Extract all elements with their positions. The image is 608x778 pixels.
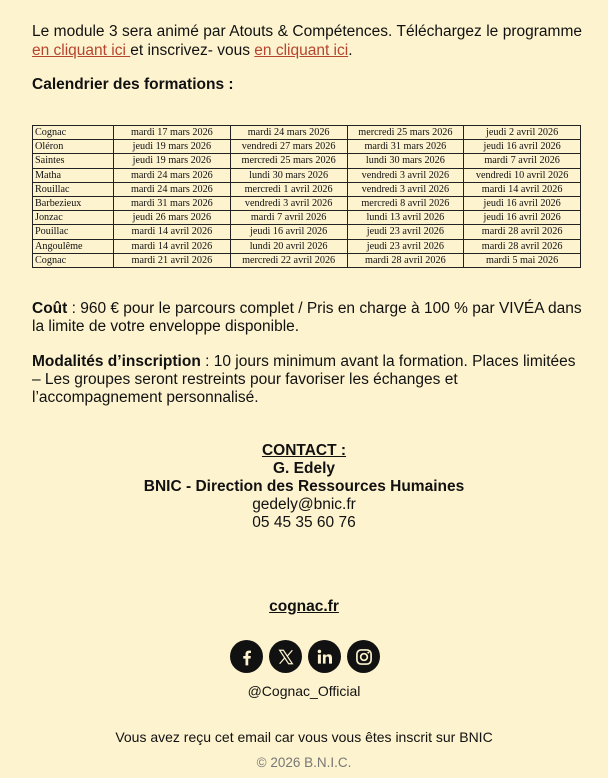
calendar-table-body bbox=[33, 126, 581, 268]
calendar-date: vendredi 27 mars 2026 bbox=[230, 140, 347, 154]
calendar-date: mercredi 25 mars 2026 bbox=[230, 154, 347, 168]
social-icons bbox=[230, 640, 380, 674]
calendar-row bbox=[33, 239, 581, 253]
calendar-date: lundi 30 mars 2026 bbox=[230, 168, 347, 182]
calendar-date: mardi 5 mai 2026 bbox=[464, 253, 581, 267]
registration-link[interactable]: en cliquant ici bbox=[254, 42, 349, 59]
calendar-row bbox=[33, 253, 581, 267]
calendar-date: mardi 28 avril 2026 bbox=[347, 253, 464, 267]
calendar-date: mardi 31 mars 2026 bbox=[347, 140, 464, 154]
calendar-date: mardi 24 mars 2026 bbox=[114, 168, 231, 182]
calendar-date: jeudi 16 avril 2026 bbox=[464, 196, 581, 210]
calendar-date: vendredi 3 avril 2026 bbox=[347, 182, 464, 196]
cost-label: Coût bbox=[32, 300, 68, 317]
registration-paragraph bbox=[32, 353, 584, 407]
calendar-date: vendredi 3 avril 2026 bbox=[347, 168, 464, 182]
intro-text-1: Le module 3 sera animé par Atouts & Compétences. Téléchargez le programme bbox=[32, 23, 582, 40]
calendar-date: jeudi 19 mars 2026 bbox=[114, 140, 231, 154]
calendar-date: vendredi 3 avril 2026 bbox=[230, 196, 347, 210]
calendar-date: lundi 30 mars 2026 bbox=[347, 154, 464, 168]
calendar-date: jeudi 19 mars 2026 bbox=[114, 154, 231, 168]
x-icon[interactable] bbox=[269, 640, 302, 673]
calendar-date: mardi 7 avril 2026 bbox=[464, 154, 581, 168]
linkedin-icon[interactable] bbox=[308, 640, 341, 673]
calendar-date: jeudi 26 mars 2026 bbox=[114, 211, 231, 225]
calendar-date: lundi 20 avril 2026 bbox=[230, 239, 347, 253]
calendar-date: jeudi 16 avril 2026 bbox=[464, 140, 581, 154]
calendar-date: jeudi 23 avril 2026 bbox=[347, 225, 464, 239]
social-handle: @Cognac_Official bbox=[247, 683, 361, 699]
calendar-row bbox=[33, 225, 581, 239]
contact-name: G. Edely bbox=[272, 460, 336, 477]
calendar-date: lundi 13 avril 2026 bbox=[347, 211, 464, 225]
calendar-date: mercredi 8 avril 2026 bbox=[347, 196, 464, 210]
contact-email[interactable]: gedely@bnic.fr bbox=[252, 496, 356, 513]
contact-title: CONTACT : bbox=[261, 442, 347, 459]
calendar-city: Matha bbox=[33, 168, 114, 182]
calendar-date: mardi 31 mars 2026 bbox=[114, 196, 231, 210]
program-download-link[interactable]: en cliquant ici bbox=[32, 42, 131, 59]
calendar-date: mardi 28 avril 2026 bbox=[464, 225, 581, 239]
intro-paragraph bbox=[32, 22, 582, 60]
calendar-date: jeudi 16 avril 2026 bbox=[464, 211, 581, 225]
registration-text: : 10 jours minimum avant la formation. Places limitées – Les groupes seront restreints pour favoriser les échanges et l’accompagnement personnalisé. bbox=[32, 353, 576, 406]
calendar-city: Barbezieux bbox=[33, 196, 114, 210]
contact-department: BNIC - Direction des Ressources Humaines bbox=[143, 478, 465, 495]
calendar-city: Rouillac bbox=[33, 182, 114, 196]
calendar-date: vendredi 10 avril 2026 bbox=[464, 168, 581, 182]
calendar-title: Calendrier des formations : bbox=[32, 76, 234, 93]
calendar-date: mardi 14 avril 2026 bbox=[114, 225, 231, 239]
registration-label: Modalités d’inscription bbox=[32, 353, 201, 370]
calendar-date: jeudi 16 avril 2026 bbox=[230, 225, 347, 239]
calendar-city: Saintes bbox=[33, 154, 114, 168]
intro-text-3: . bbox=[348, 42, 353, 59]
calendar-date: mardi 7 avril 2026 bbox=[230, 211, 347, 225]
calendar-date: mercredi 1 avril 2026 bbox=[230, 182, 347, 196]
calendar-city: Cognac bbox=[33, 253, 114, 267]
calendar-city: Cognac bbox=[33, 126, 114, 140]
cost-paragraph bbox=[32, 300, 584, 336]
copyright: © 2026 B.N.I.C. bbox=[256, 755, 352, 770]
calendar-date: mardi 14 avril 2026 bbox=[114, 239, 231, 253]
calendar-date: mercredi 25 mars 2026 bbox=[347, 126, 464, 140]
calendar-row bbox=[33, 126, 581, 140]
calendar-city: Pouillac bbox=[33, 225, 114, 239]
calendar-row bbox=[33, 154, 581, 168]
contact-block bbox=[0, 442, 608, 532]
calendar-date: mardi 24 mars 2026 bbox=[114, 182, 231, 196]
instagram-icon[interactable] bbox=[347, 640, 380, 673]
calendar-row bbox=[33, 168, 581, 182]
website-link[interactable]: cognac.fr bbox=[269, 598, 339, 615]
subscription-notice: Vous avez reçu cet email car vous vous êtes inscrit sur BNIC bbox=[115, 729, 493, 745]
calendar-date: mardi 17 mars 2026 bbox=[114, 126, 231, 140]
calendar-row bbox=[33, 182, 581, 196]
calendar-city: Angoulême bbox=[33, 239, 114, 253]
calendar-city: Jonzac bbox=[33, 211, 114, 225]
website-block bbox=[0, 598, 608, 616]
cost-text: : 960 € pour le parcours complet / Pris en charge à 100 % par VIVÉA dans la limite de votre enveloppe disponible. bbox=[32, 300, 582, 335]
calendar-table bbox=[32, 125, 581, 268]
calendar-row bbox=[33, 140, 581, 154]
calendar-row bbox=[33, 211, 581, 225]
calendar-date: mardi 21 avril 2026 bbox=[114, 253, 231, 267]
calendar-date: mercredi 22 avril 2026 bbox=[230, 253, 347, 267]
facebook-icon[interactable] bbox=[230, 640, 263, 673]
calendar-date: mardi 24 mars 2026 bbox=[230, 126, 347, 140]
calendar-city: Oléron bbox=[33, 140, 114, 154]
calendar-date: jeudi 23 avril 2026 bbox=[347, 239, 464, 253]
calendar-row bbox=[33, 196, 581, 210]
calendar-date: jeudi 2 avril 2026 bbox=[464, 126, 581, 140]
intro-text-2: et inscrivez- vous bbox=[130, 42, 255, 59]
contact-phone[interactable]: 05 45 35 60 76 bbox=[252, 514, 356, 531]
calendar-date: mardi 14 avril 2026 bbox=[464, 182, 581, 196]
calendar-date: mardi 28 avril 2026 bbox=[464, 239, 581, 253]
